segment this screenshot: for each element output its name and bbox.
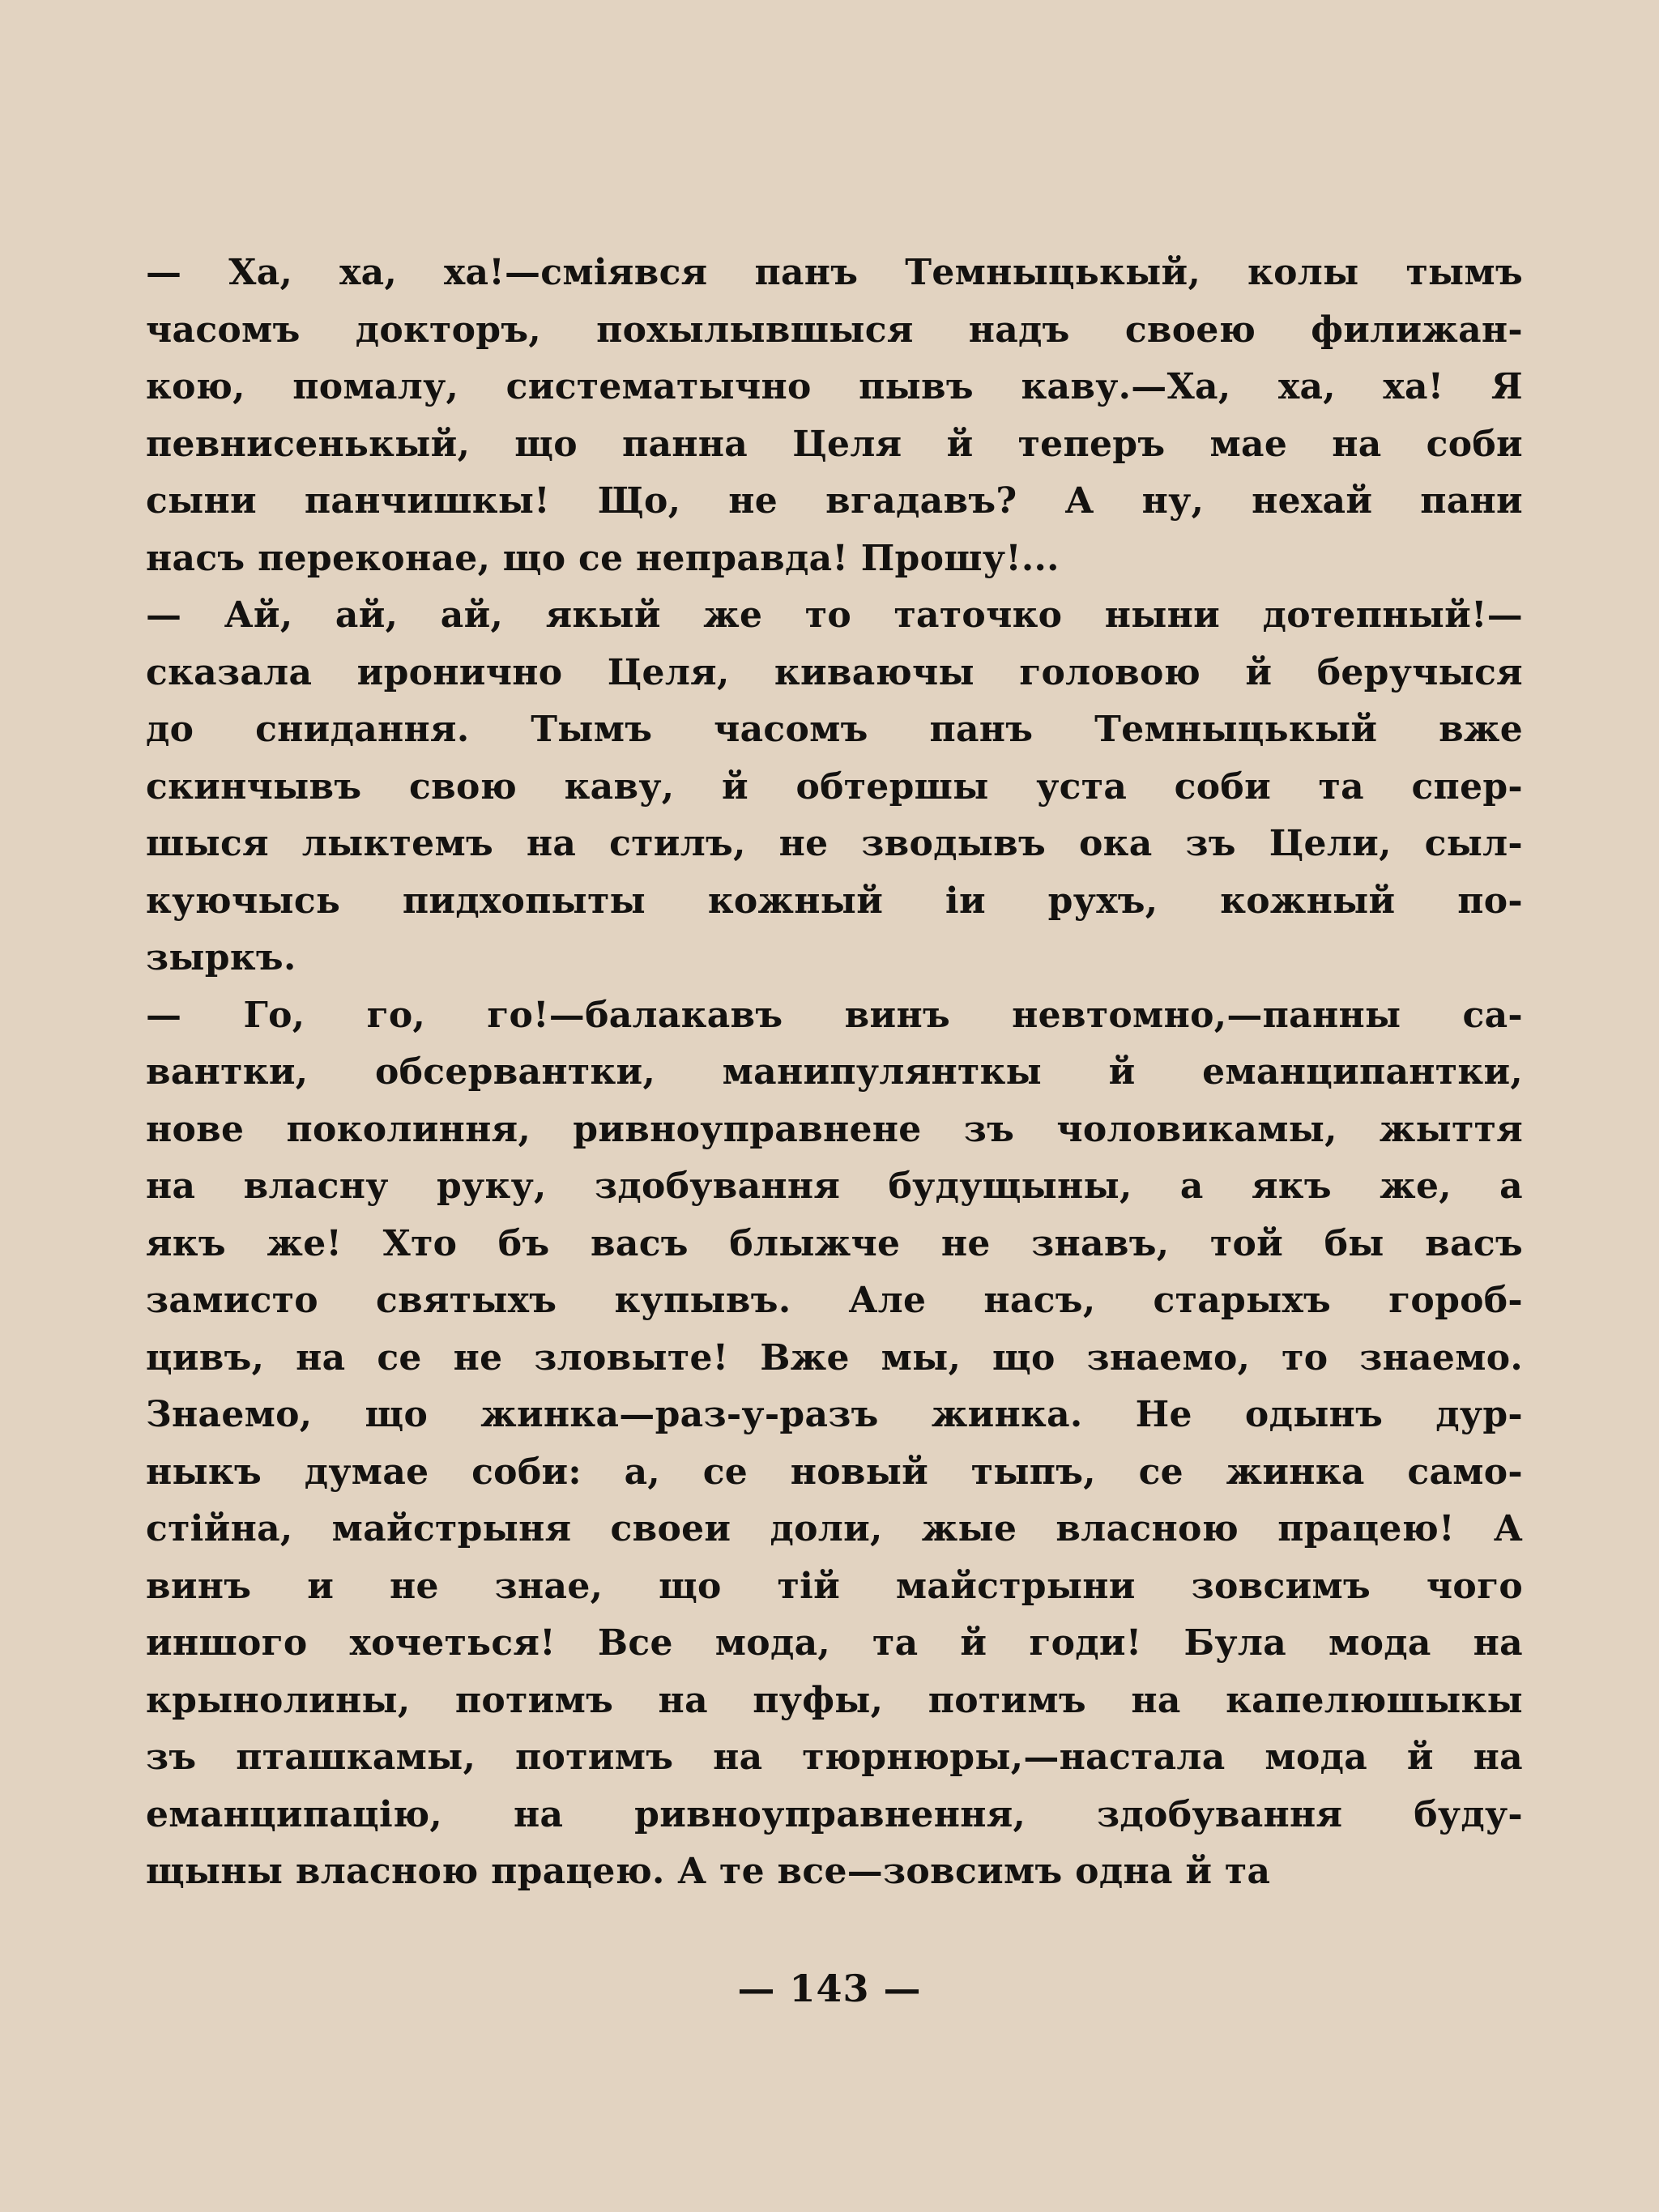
text-line: ныкъ думае соби: а, се новый тыпъ, се жинка само-	[146, 1451, 1523, 1493]
text-line: зыркъ.	[146, 937, 296, 978]
text-line: шыся лыктемъ на стилъ, не зводывъ ока зъ Цели, сыл-	[146, 823, 1523, 864]
text-line: — Ай, ай, ай, якый же то таточко ныни дотепный!—	[146, 595, 1523, 636]
text-line: крынолины, потимъ на пуфы, потимъ на капелюшыкы	[146, 1679, 1523, 1721]
text-line: якъ же! Хто бъ васъ блыжче не знавъ, той бы васъ	[146, 1222, 1523, 1264]
text-line: кою, помалу, систематычно пывъ каву.—Ха, ха, ха! Я	[146, 366, 1523, 407]
text-line: винъ и не знае, що тiй майстрыни зовсимъ чого	[146, 1565, 1523, 1607]
text-line: — Ха, ха, ха!—смiявся панъ Темныцькый, колы тымъ	[146, 252, 1523, 293]
text-line: сыни панчишкы! Що, не вгадавъ? А ну, нехай пани	[146, 480, 1523, 522]
text-line: куючысь пидхопыты кожный iи рухъ, кожный по-	[146, 880, 1523, 922]
text-line: Знаемо, що жинка—раз-у-разъ жинка. Не одынъ дур-	[146, 1394, 1523, 1435]
text-line: иншого хочеться! Все мода, та й годи! Була мода на	[146, 1622, 1523, 1664]
text-line: вантки, обсервантки, манипулянткы й еманципантки,	[146, 1051, 1523, 1093]
text-line: на власну руку, здобування будущыны, а якъ же, а	[146, 1166, 1523, 1207]
text-line: певнисенькый, що панна Целя й теперъ мае на соби	[146, 423, 1523, 465]
text-line: часомъ докторъ, похылывшыся надъ своею филижан-	[146, 309, 1523, 351]
text-line: насъ переконае, що се неправда! Прошу!...	[146, 537, 1060, 579]
text-line: — Го, го, го!—балакавъ винъ невтомно,—панны са-	[146, 994, 1523, 1036]
page-number: — 143 —	[737, 1967, 922, 2010]
text-line: щыны власною працею. А те все—зовсимъ одна й та	[146, 1851, 1271, 1892]
text-line: сказала иронично Целя, киваючы головою й беручыся	[146, 651, 1523, 693]
text-line: стiйна, майстрыня своеи доли, жые власною працею! А	[146, 1508, 1523, 1549]
text-line: нове поколиння, ривноуправнене зъ чоловикамы, жыття	[146, 1108, 1523, 1150]
text-line: скинчывъ свою каву, й обтершы уста соби та спер-	[146, 765, 1523, 808]
text-line: замисто святыхъ купывъ. Але насъ, старыхъ гороб-	[146, 1280, 1523, 1321]
text-line: цивъ, на се не зловыте! Вже мы, що знаемо, то знаемо.	[146, 1336, 1523, 1379]
text-line: зъ пташкамы, потимъ на тюрнюры,—настала мода й на	[146, 1737, 1523, 1778]
text-line: до снидання. Тымъ часомъ панъ Темныцькый вже	[146, 709, 1523, 750]
text-line: еманципацiю, на ривноуправнення, здобування буду-	[146, 1793, 1523, 1835]
body-text	[146, 245, 1523, 1901]
